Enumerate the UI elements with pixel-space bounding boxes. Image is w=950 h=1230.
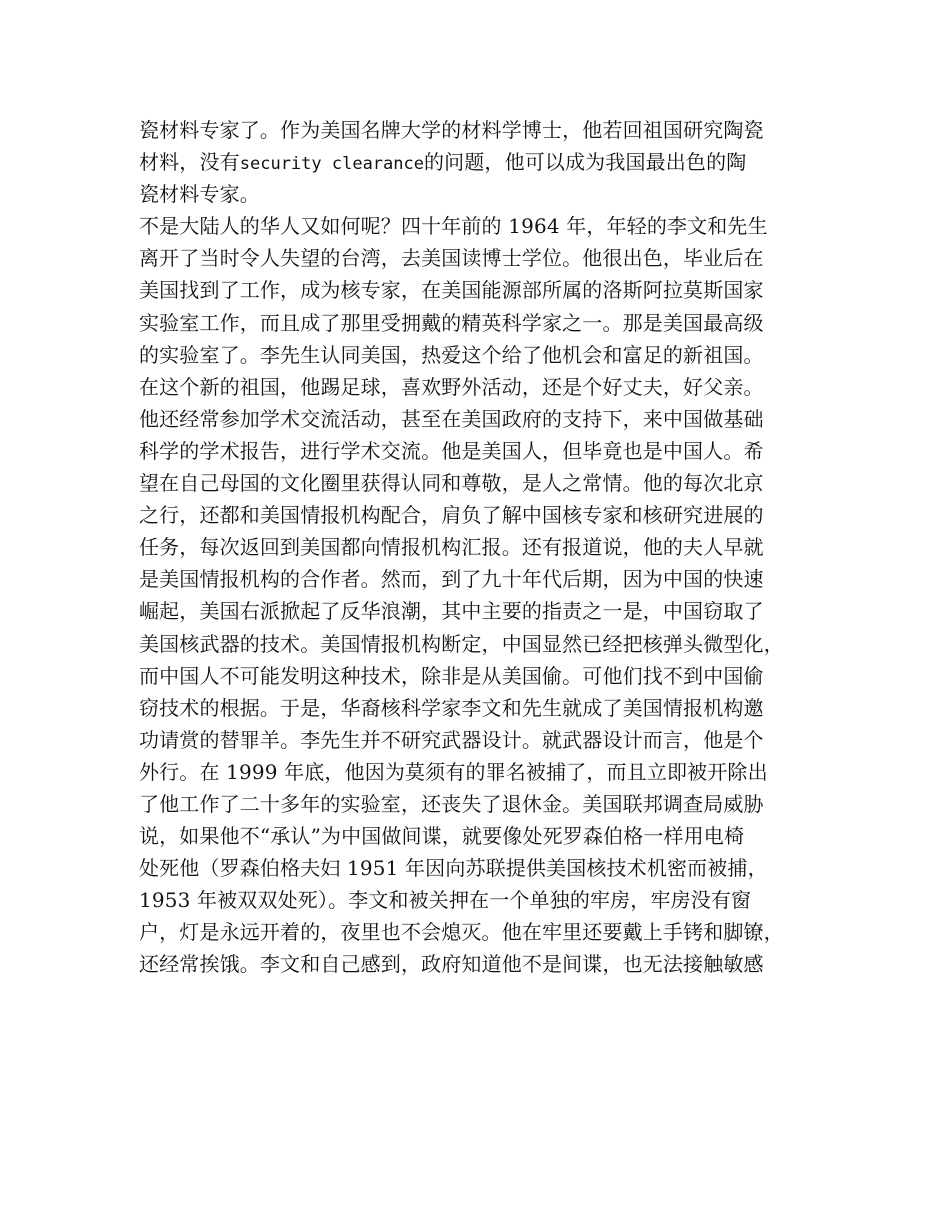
text-line: 说，如果他不“承认”为中国做间谍，就要像处死罗森伯格一样用电椅 [139,824,745,849]
text-line: 之行，还都和美国情报机构配合，肩负了解中国核专家和核研究进展的 [139,503,764,528]
text-line: 户，灯是永远开着的，夜里也不会熄灭。他在牢里还要戴上手铐和脚镣， [139,920,784,945]
text-line: 科学的学术报告，进行学术交流。他是美国人，但毕竟也是中国人。希 [139,438,764,463]
text-line: 任务，每次返回到美国都向情报机构汇报。还有报道说，他的夫人早就 [139,535,764,560]
text-line: 功请赏的替罪羊。李先生并不研究武器设计。就武器设计而言，他是个 [139,727,764,752]
text-line: 美国找到了工作，成为核专家，在美国能源部所属的洛斯阿拉莫斯国家 [139,278,764,303]
text-line: 在这个新的祖国，他踢足球，喜欢野外活动，还是个好丈夫，好父亲。 [139,374,764,399]
text-line: 窃技术的根据。于是，华裔核科学家李文和先生就成了美国情报机构邀 [139,695,764,720]
text-line: 了他工作了二十多年的实验室，还丧失了退休金。美国联邦调查局威胁 [139,791,764,816]
text-line: 美国核武器的技术。美国情报机构断定，中国显然已经把核弹头微型化， [139,631,784,656]
latin-term: security clearance [239,154,424,175]
text-line [139,146,829,178]
text-line: 还经常挨饿。李文和自己感到，政府知道他不是间谍，也无法接触敏感 [139,952,764,977]
text-line: 的实验室了。李先生认同美国，热爱这个给了他机会和富足的新祖国。 [139,342,764,367]
text-line: 而中国人不可能发明这种技术，除非是从美国偷。可他们找不到中国偷 [139,663,764,688]
text-line: 是美国情报机构的合作者。然而，到了九十年代后期，因为中国的快速 [139,567,764,592]
text-line: 瓷材料专家了。作为美国名牌大学的材料学博士，他若回祖国研究陶瓷 [139,118,764,142]
text-segment: 的问题，他可以成为我国最出色的陶 [423,150,747,175]
text-line: 望在自己母国的文化圈里获得认同和尊敬，是人之常情。他的每次北京 [139,471,764,496]
text-line: 1953 年被双双处死）。李文和被关押在一个单独的牢房，牢房没有窗 [139,888,752,913]
body-text [139,114,829,981]
text-line: 他还经常参加学术交流活动，甚至在美国政府的支持下，来中国做基础 [139,406,764,431]
text-line: 实验室工作，而且成了那里受拥戴的精英科学家之一。那是美国最高级 [139,310,764,335]
text-segment: 材料，没有 [139,150,240,175]
text-line: 崛起，美国右派掀起了反华浪潮，其中主要的指责之一是，中国窃取了 [139,599,764,624]
text-line: 瓷材料专家。 [139,182,260,207]
text-line: 处死他（罗森伯格夫妇 1951 年因向苏联提供美国核技术机密而被捕， [139,856,768,881]
text-line: 离开了当时令人失望的台湾，去美国读博士学位。他很出色，毕业后在 [139,246,764,271]
text-line: 外行。在 1999 年底，他因为莫须有的罪名被捕了，而且立即被开除出 [139,759,768,784]
text-line: 不是大陆人的华人又如何呢？四十年前的 1964 年，年轻的李文和先生 [139,214,768,239]
